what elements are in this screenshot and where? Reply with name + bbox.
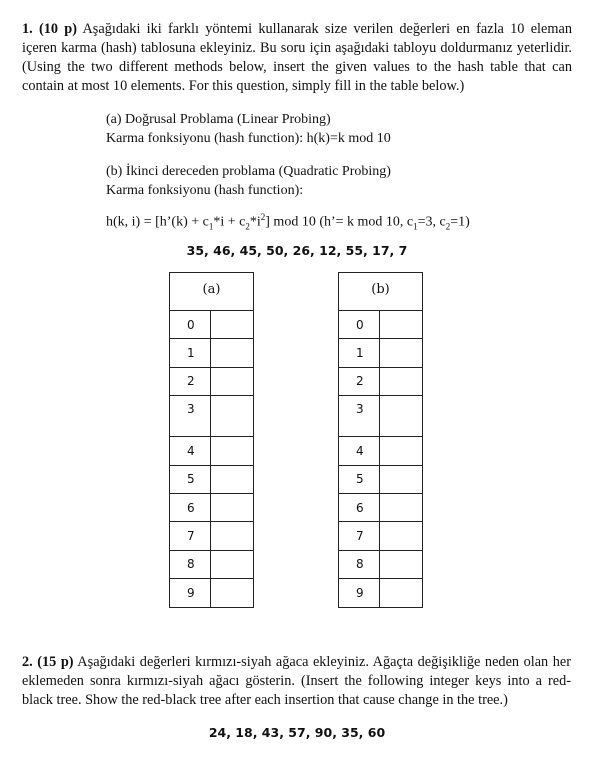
table-b-slot[interactable] [380,339,423,367]
table-b-slot[interactable] [380,396,423,437]
table-b-index: 3 [339,396,380,437]
table-b-header: (b) [339,273,423,311]
table-b-index: 9 [339,579,380,607]
table-a-index: 9 [170,579,211,607]
method-a-title: (a) Doğrusal Problama (Linear Probing) [106,112,331,127]
table-b-slot[interactable] [380,550,423,578]
table-b-index: 5 [339,465,380,493]
method-b-title: (b) İkinci dereceden problama (Quadratic Probing) [106,164,391,179]
question-1-keys: 35, 46, 45, 50, 26, 12, 55, 17, 7 [186,243,408,258]
table-b-slot[interactable] [380,522,423,550]
formula-part: =1) [450,214,470,230]
table-a-index: 0 [170,311,211,339]
table-a-slot[interactable] [211,437,254,465]
table-b-slot[interactable] [380,367,423,395]
table-a-slot[interactable] [211,579,254,607]
method-a-function: Karma fonksiyonu (hash function): h(k)=k mod 10 [106,131,391,146]
table-b-slot[interactable] [380,579,423,607]
question-1-english: (Using the two different methods below, insert the given values to the hash table that can contain at most 10 elements. For this question, simply fill in the table below.) [22,59,572,94]
table-a-index: 5 [170,465,211,493]
table-a-index: 1 [170,339,211,367]
table-b-index: 4 [339,437,380,465]
table-a-index: 7 [170,522,211,550]
formula-sub: 1 [208,221,214,232]
table-a-slot[interactable] [211,522,254,550]
table-b-index: 7 [339,522,380,550]
question-2-body: Aşağıdaki değerleri kırmızı-siyah ağaca ekleyiniz. Ağaçta değişikliğe neden olan her eklemeden sonra kırmızı-siyah ağacı gösterin. (Insert the following integer keys into a red-black tree. Show the red-black tree after each insertion that cause change in the tree.) [22,654,571,708]
table-a-slot[interactable] [211,339,254,367]
table-b-index: 6 [339,493,380,521]
hash-table-b [338,272,423,608]
table-a-slot[interactable] [211,396,254,437]
table-a-slot[interactable] [211,367,254,395]
table-b-index: 1 [339,339,380,367]
table-b-slot[interactable] [380,465,423,493]
table-a-index: 6 [170,493,211,521]
table-b-slot[interactable] [380,493,423,521]
formula-sub: 1 [413,221,418,232]
method-a [106,110,391,148]
formula-part: =3, c [417,214,446,230]
formula-part: ] mod 10 (h’= k mod 10, c [265,214,414,230]
question-2-keys: 24, 18, 43, 57, 90, 35, 60 [208,725,386,740]
table-b-slot[interactable] [380,437,423,465]
question-2-text [22,653,571,710]
formula-part: *i [249,214,261,230]
table-b-index: 0 [339,311,380,339]
table-b-index: 2 [339,367,380,395]
quadratic-probing-formula [106,212,470,231]
table-a-slot[interactable] [211,465,254,493]
formula-part: *i + c [213,214,246,230]
table-a-header: (a) [170,273,254,311]
question-1-text [22,20,572,96]
table-a-slot[interactable] [211,493,254,521]
question-1-label: 1. (10 p) [22,21,77,37]
formula-sub: 2 [445,221,451,232]
table-a-index: 8 [170,550,211,578]
table-a-index: 2 [170,367,211,395]
table-a-slot[interactable] [211,550,254,578]
hash-table-a [169,272,254,608]
question-1-turkish: Aşağıdaki iki farklı yöntemi kullanarak size verilen değerleri en fazla 10 eleman içeren karma (hash) tablosuna ekleyiniz. Bu soru için aşağıdaki tabloyu doldurmanız yeterlidir. [22,21,572,56]
method-b [106,162,391,200]
question-2-label: 2. (15 p) [22,654,74,670]
table-b-slot[interactable] [380,311,423,339]
table-b-index: 8 [339,550,380,578]
table-a-slot[interactable] [211,311,254,339]
formula-sup: 2 [260,212,266,222]
formula-part: h(k, i) = [h’(k) + c [106,214,209,230]
table-a-index: 4 [170,437,211,465]
method-b-function: Karma fonksiyonu (hash function): [106,183,304,198]
table-a-index: 3 [170,396,211,437]
formula-sub: 2 [245,221,250,232]
